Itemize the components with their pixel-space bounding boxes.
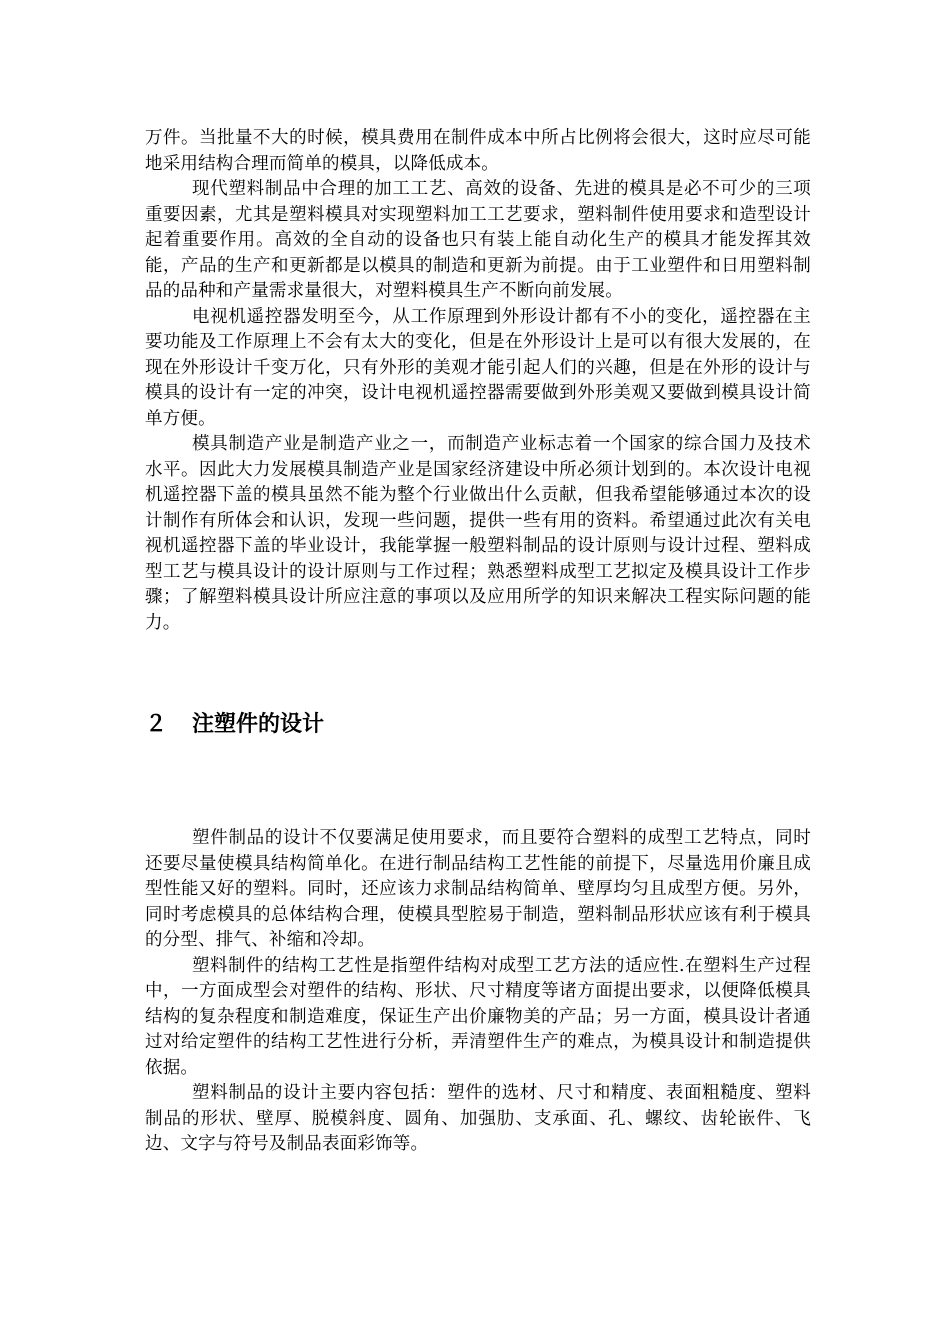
paragraph-structural-process: 塑料制件的结构工艺性是指塑件结构对成型工艺方法的适应性.在塑料生产过程中，一方面成型会对塑件的结构、形状、尺寸精度等诸方面提出要求，以便降低模具结构的复杂程度和制造难度，保证生产出价廉物美的产品；另一方面，模具设计者通过对给定塑件的结构工艺性进行分析，弄清塑件生产的难点，为模具设计和制造提供依据。 — [145, 955, 811, 1078]
section-title: 注塑件的设计 — [192, 712, 325, 737]
paragraph-mold-industry: 模具制造产业是制造产业之一，而制造产业标志着一个国家的综合国力及技术水平。因此大力发展模具制造产业是国家经济建设中所必须计划到的。本次设计电视机遥控器下盖的模具虽然不能为整个行业做出什么贡献，但我希望能够通过本次的设计制作有所体会和认识，发现一些问题，提供一些有用的资料。希望通过此次有关电视机遥控器下盖的毕业设计，我能掌握一般塑料制品的设计原则与设计过程、塑料成型工艺与模具设计的设计原则与工作过程；熟悉塑料成型工艺拟定及模具设计工作步骤；了解塑料模具设计所应注意的事项以及应用所学的知识来解决工程实际问题的能力。 — [145, 434, 811, 633]
section-1-body — [145, 126, 811, 636]
section-2-heading — [145, 707, 324, 743]
paragraph-continued: 万件。当批量不大的时候，模具费用在制件成本中所占比例将会很大，这时应尽可能地采用结构合理而简单的模具，以降低成本。 — [145, 128, 811, 174]
section-2-body — [145, 826, 811, 1158]
paragraph-modern-plastics: 现代塑料制品中合理的加工工艺、高效的设备、先进的模具是必不可少的三项重要因素，尤其是塑料模具对实现塑料加工工艺要求，塑料制件使用要求和造型设计起着重要作用。高效的全自动的设备也只有装上能自动化生产的模具才能发挥其效能，产品的生产和更新都是以模具的制造和更新为前提。由于工业塑件和日用塑料制品的品种和产量需求量很大，对塑料模具生产不断向前发展。 — [145, 179, 811, 301]
paragraph-remote-control: 电视机遥控器发明至今，从工作原理到外形设计都有不小的变化，遥控器在主要功能及工作原理上不会有太大的变化，但是在外形设计上是可以有很大发展的，在现在外形设计千变万化，只有外形的美观才能引起人们的兴趣，但是在外形的设计与模具的设计有一定的冲突，设计电视机遥控器需要做到外形美观又要做到模具设计简单方便。 — [145, 306, 811, 429]
paragraph-design-contents: 塑料制品的设计主要内容包括：塑件的选材、尺寸和精度、表面粗糙度、塑料制品的形状、壁厚、脱模斜度、圆角、加强肋、支承面、孔、螺纹、齿轮嵌件、飞边、文字与符号及制品表面彩饰等。 — [145, 1083, 811, 1154]
paragraph-design-requirements: 塑件制品的设计不仅要满足使用要求，而且要符合塑料的成型工艺特点，同时还要尽量使模具结构简单化。在进行制品结构工艺性能的前提下，尽量选用价廉且成型性能又好的塑料。同时，还应该力求制品结构简单、壁厚均匀且成型方便。另外，同时考虑模具的总体结构合理，使模具型腔易于制造，塑料制品形状应该有利于模具的分型、排气、补缩和冷却。 — [145, 828, 811, 950]
section-number: ２ — [145, 712, 168, 737]
